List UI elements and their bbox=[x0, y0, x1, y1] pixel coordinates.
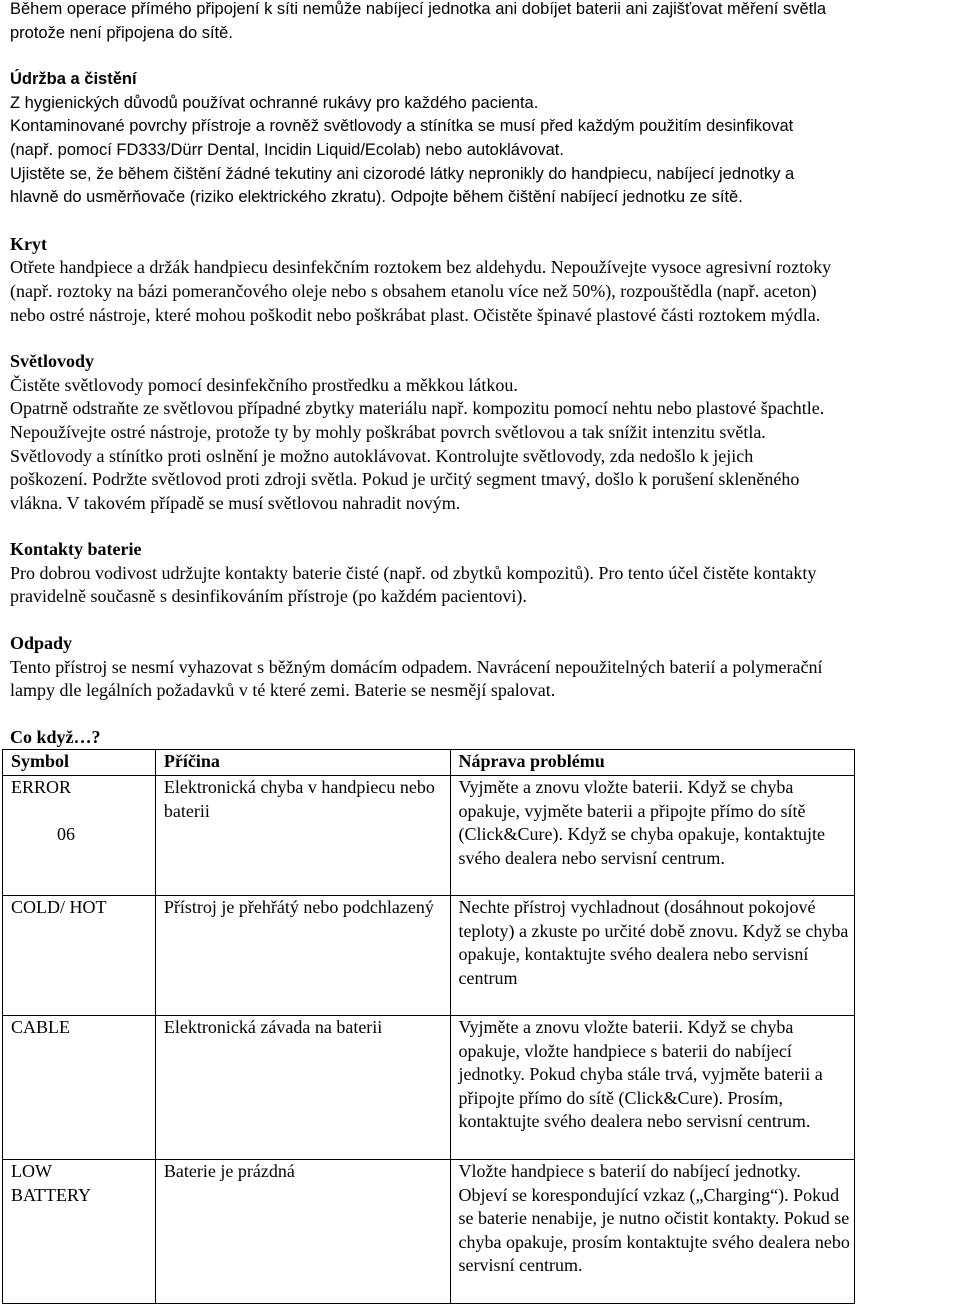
cover-heading: Kryt bbox=[10, 233, 47, 254]
fault-table bbox=[2, 749, 855, 1304]
column-header-remedy: Náprava problému bbox=[450, 750, 854, 776]
maintenance-line-5: hlavně do usměrňovače (riziko elektrického zkratu). Odpojte během čištění nabíjecí jednotku ze sítě. bbox=[10, 188, 743, 207]
waste-line-2: lampy dle legálních požadavků v té které zemi. Baterie se nesmějí spalovat. bbox=[10, 680, 556, 701]
lightguides-line-3: Nepoužívejte ostré nástroje, protože ty by mohly poškrábat povrch světlovou a tak snížit intenzitu světla. bbox=[10, 421, 766, 442]
lightguides-line-6: vlákna. V takovém případě se musí světlovou nahradit novým. bbox=[10, 492, 461, 513]
symbol-cell bbox=[3, 1160, 156, 1304]
maintenance-line-3: (např. pomocí FD333/Dürr Dental, Incidin Liquid/Ecolab) nebo autoklávovat. bbox=[10, 140, 564, 159]
remedy-cell: Vložte handpiece s baterií do nabíjecí jednotky. Objeví se korespondující vzkaz („Charging“). Pokud se baterie nenabije, je nutno očistit kontakty. Pokud se chyba opakuje, prosím kontaktujte svého dealera nebo servisní centrum. bbox=[450, 1160, 854, 1304]
remedy-cell: Nechte přístroj vychladnout (dosáhnout pokojové teploty) a zkuste po určité době znovu. Když se chyba opakuje, kontaktujte svého dealera nebo servisní centrum bbox=[450, 896, 854, 1016]
cover-line-2: (např. roztoky na bázi pomerančového oleje nebo s obsahem etanolu více než 50%), rozpouštědla (např. aceton) bbox=[10, 280, 817, 301]
symbol-cell bbox=[3, 896, 156, 1016]
cause-cell: Elektronická chyba v handpiecu nebo baterii bbox=[155, 776, 450, 896]
table-row bbox=[3, 776, 855, 896]
waste-heading: Odpady bbox=[10, 633, 73, 654]
symbol-cell bbox=[3, 1016, 156, 1160]
maintenance-line-1: Z hygienických důvodů používat ochranné rukávy pro každého pacienta. bbox=[10, 93, 539, 112]
cause-cell: Baterie je prázdná bbox=[155, 1160, 450, 1304]
symbol-text: ERROR bbox=[11, 777, 72, 798]
symbol-code: 06 bbox=[57, 823, 75, 844]
cover-line-3: nebo ostré nástroje, které mohou poškodit nebo poškrábat plast. Očistěte špinavé plastové části roztokem mýdla. bbox=[10, 304, 821, 325]
remedy-cell: Vyjměte a znovu vložte baterii. Když se chyba opakuje, vyjměte baterii a připojte přímo do sítě (Click&Cure). Když se chyba opakuje, kontaktujte svého dealera nebo servisní centrum. bbox=[450, 776, 854, 896]
lightguides-heading: Světlovody bbox=[10, 351, 95, 372]
table-row bbox=[3, 1016, 855, 1160]
symbol-cell bbox=[3, 776, 156, 896]
cover-line-1: Otřete handpiece a držák handpiecu desinfekčním roztokem bez aldehydu. Nepoužívejte vysoce agresivní roztoky bbox=[10, 257, 832, 278]
intro-line-2: protože není připojena do sítě. bbox=[10, 23, 233, 42]
table-row bbox=[3, 896, 855, 1016]
document-page bbox=[10, 0, 958, 1304]
maintenance-heading: Údržba a čistění bbox=[10, 70, 137, 89]
contacts-line-1: Pro dobrou vodivost udržujte kontakty baterie čisté (např. od zbytků kompozitů). Pro tento účel čistěte kontakty bbox=[10, 562, 817, 583]
symbol-text: CABLE bbox=[11, 1017, 71, 1038]
column-header-cause: Příčina bbox=[155, 750, 450, 776]
remedy-cell: Vyjměte a znovu vložte baterii. Když se chyba opakuje, vložte handpiece s baterii do nabíjecí jednotky. Pokud chyba stále trvá, vyjměte baterii a připojte přímo do sítě (Click&Cure). Prosím, kontaktujte svého dealera nebo servisní centrum. bbox=[450, 1016, 854, 1160]
column-header-symbol: Symbol bbox=[3, 750, 156, 776]
table-row bbox=[3, 1160, 855, 1304]
symbol-text: LOW BATTERY bbox=[11, 1161, 92, 1205]
maintenance-line-2: Kontaminované povrchy přístroje a rovněž světlovody a stínítka se musí před každým použitím desinfikovat bbox=[10, 117, 794, 136]
intro-line-1: Během operace přímého připojení k síti nemůže nabíjecí jednotka ani dobíjet baterii ani zajišťovat měření světla bbox=[10, 0, 827, 18]
contacts-line-2: pravidelně současně s desinfikováním přístroje (po každém pacientovi). bbox=[10, 586, 527, 607]
lightguides-line-2: Opatrně odstraňte ze světlovou případné zbytky materiálu např. kompozitu pomocí nehtu nebo plastové špachtle. bbox=[10, 398, 825, 419]
whatif-heading: Co když…? bbox=[10, 726, 101, 747]
contacts-heading: Kontakty baterie bbox=[10, 539, 142, 560]
lightguides-line-1: Čistěte světlovody pomocí desinfekčního prostředku a měkkou látkou. bbox=[10, 374, 518, 395]
cause-cell: Přístroj je přehřátý nebo podchlazený bbox=[155, 896, 450, 1016]
lightguides-line-4: Světlovody a stínítko proti oslnění je možno autoklávovat. Kontrolujte světlovody, zda nedošlo k jejich bbox=[10, 445, 754, 466]
waste-line-1: Tento přístroj se nesmí vyhazovat s běžným domácím odpadem. Navrácení nepoužitelných baterií a polymerační bbox=[10, 656, 823, 677]
symbol-text: COLD/ HOT bbox=[11, 897, 107, 918]
cause-cell: Elektronická závada na baterii bbox=[155, 1016, 450, 1160]
lightguides-line-5: poškození. Podržte světlovod proti zdroji světla. Pokud je určitý segment tmavý, došlo k porušení skleněného bbox=[10, 469, 800, 490]
fault-table-header bbox=[3, 750, 855, 776]
maintenance-line-4: Ujistěte se, že během čištění žádné tekutiny ani cizorodé látky nepronikly do handpiecu, nabíjecí jednotky a bbox=[10, 164, 795, 183]
